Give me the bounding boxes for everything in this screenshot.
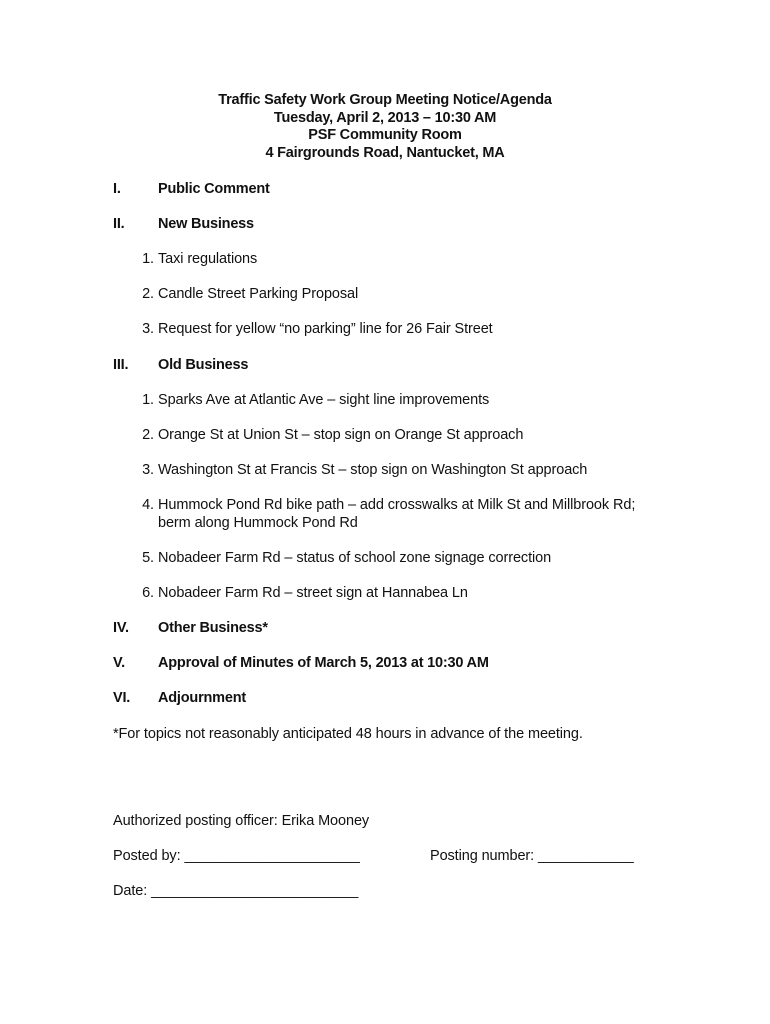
item-text: Request for yellow “no parking” line for 26 Fair Street xyxy=(158,321,493,337)
item-text: Washington St at Francis St – stop sign on Washington St approach xyxy=(158,462,588,478)
meeting-address: 4 Fairgrounds Road, Nantucket, MA xyxy=(265,144,505,161)
section-number: VI. xyxy=(113,690,131,706)
authorized-posting-officer: Authorized posting officer: Erika Mooney xyxy=(113,813,370,829)
section-number: III. xyxy=(113,357,129,373)
item-number: 5. xyxy=(142,550,154,566)
section-title: Adjournment xyxy=(158,690,247,706)
footnote: *For topics not reasonably anticipated 48 hours in advance of the meeting. xyxy=(113,726,583,742)
item-number: 2. xyxy=(142,427,154,443)
item-text: Nobadeer Farm Rd – status of school zone signage correction xyxy=(158,550,552,566)
item-number: 6. xyxy=(142,585,154,601)
section-title: New Business xyxy=(158,216,254,232)
section-number: V. xyxy=(113,655,125,671)
posted-by-field: Posted by: ______________________ xyxy=(113,848,360,864)
item-text: Taxi regulations xyxy=(158,251,258,267)
date-field: Date: __________________________ xyxy=(113,883,359,899)
section-title: Other Business* xyxy=(158,620,268,636)
document-header xyxy=(0,92,770,162)
item-text: Hummock Pond Rd bike path – add crosswalks at Milk St and Millbrook Rd; berm along Hummock Pond Rd xyxy=(158,497,636,531)
item-number: 3. xyxy=(142,462,154,478)
item-text: Sparks Ave at Atlantic Ave – sight line improvements xyxy=(158,392,490,408)
section-title: Old Business xyxy=(158,357,249,373)
item-number: 1. xyxy=(142,251,154,267)
item-text: Candle Street Parking Proposal xyxy=(158,286,359,302)
item-number: 4. xyxy=(142,497,154,513)
posting-number-field: Posting number: ____________ xyxy=(430,848,634,864)
section-title: Public Comment xyxy=(158,181,270,197)
meeting-room: PSF Community Room xyxy=(308,127,462,143)
item-text: Orange St at Union St – stop sign on Orange St approach xyxy=(158,427,524,443)
item-number: 3. xyxy=(142,321,154,337)
document-title: Traffic Safety Work Group Meeting Notice/Agenda xyxy=(218,92,552,108)
section-number: II. xyxy=(113,216,125,232)
item-number: 1. xyxy=(142,392,154,408)
section-number: I. xyxy=(113,181,121,197)
section-number: IV. xyxy=(113,620,129,636)
section-title: Approval of Minutes of March 5, 2013 at 10:30 AM xyxy=(158,655,489,671)
meeting-datetime: Tuesday, April 2, 2013 – 10:30 AM xyxy=(273,109,497,126)
item-text: Nobadeer Farm Rd – street sign at Hannabea Ln xyxy=(158,585,468,601)
item-number: 2. xyxy=(142,286,154,302)
